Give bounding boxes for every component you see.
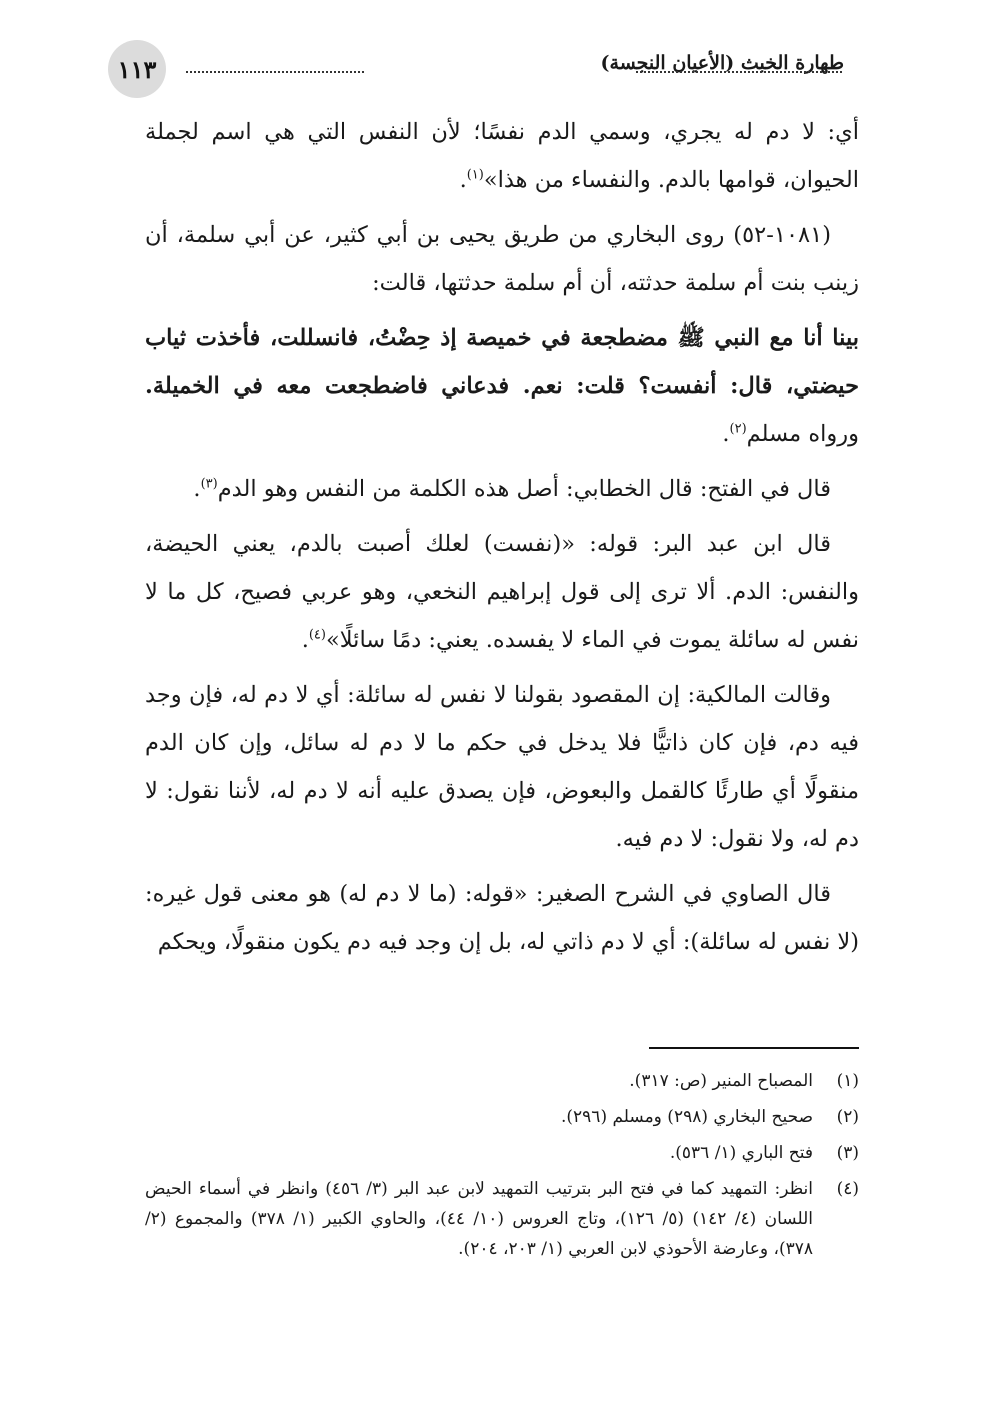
paragraph-2 [145, 211, 859, 307]
footnote-ref-2[interactable]: (٢) [729, 421, 747, 437]
footnote-text: المصباح المنير (ص: ٣١٧). [629, 1071, 813, 1091]
paragraph-4-text: قال في الفتح: قال الخطابي: أصل هذه الكلمة من النفس وهو الدم [217, 476, 831, 502]
paragraph-6-text: وقالت المالكية: إن المقصود بقولنا لا نفس له سائلة: أي لا دم له، فإن وجد فيه دم، فإن كان ذاتيًّا فلا يدخل في حكم ما لا دم له سائل، وإن كان الدم منقولًا أي طارئًا كالقمل والبعوض، فإن يصدق عليه أنه لا دم له، لأننا نقول: لا دم له، ولا نقول: لا دم فيه. [145, 682, 859, 852]
paragraph-1-text: أي: لا دم له يجري، وسمي الدم نفسًا؛ لأن النفس التي هي اسم لجملة الحيوان، قوامها بالدم. والنفساء من هذا» [145, 119, 859, 193]
footnote-number: (٣) [836, 1143, 859, 1163]
footnote-text: فتح الباري (١/ ٥٣٦). [669, 1143, 813, 1163]
footnote-separator [649, 1047, 859, 1049]
footnote-number: (٤) [836, 1179, 859, 1199]
paragraph-4-end: . [193, 476, 201, 502]
footnotes [145, 1066, 859, 1270]
footnote-item [145, 1138, 859, 1168]
paragraph-5-text: قال ابن عبد البر: قوله: «(نفست) لعلك أصبت بالدم، يعني الحيضة، والنفس: الدم. ألا ترى إلى قول إبراهيم النخعي، وهو عربي فصيح، كل ما لا نفس له سائلة يموت في الماء لا يفسده. يعني: دمًا سائلًا» [145, 531, 859, 653]
paragraph-1-end: . [459, 167, 467, 193]
paragraph-7-text: قال الصاوي في الشرح الصغير: «قوله: (ما لا دم له) هو معنى قول غيره: (لا نفس له سائلة): أي لا دم ذاتي له، بل إن وجد فيه دم يكون منقولًا، ويحكم [145, 881, 859, 955]
footnote-item [145, 1102, 859, 1132]
paragraph-5-end: . [301, 627, 309, 653]
footnote-item [145, 1174, 859, 1264]
footnote-text: انظر: التمهيد كما في فتح البر بترتيب التمهيد لابن عبد البر (٣/ ٤٥٦) وانظر في أسماء الحيض اللسان (٤/ ١٤٢) (٥/ ١٢٦)، وتاج العروس (١٠/ ٤٤)، والحاوي الكبير (١/ ٣٧٨) والمجموع (٢/ ٣٧٨)، وعارضة الأحوذي لابن العربي (١/ ٢٠٣، ٢٠٤). [145, 1179, 813, 1259]
hadith-text: بينا أنا مع النبي ﷺ مضطجعة في خميصة إذ حِضْتُ، فانسللت، فأخذت ثياب حيضتي، قال: أنفست؟ قلت: نعم. فدعاني فاضطجعت معه في الخميلة. [145, 325, 859, 399]
paragraph-3-end: . [722, 421, 730, 447]
paragraph-6 [145, 671, 859, 863]
page-number: ١١٣ [117, 54, 157, 84]
paragraph-1 [145, 108, 859, 204]
footnote-ref-3[interactable]: (٣) [200, 476, 218, 492]
footnote-number: (١) [836, 1071, 859, 1091]
paragraph-7 [145, 870, 859, 966]
header-dotted-leader-right [636, 71, 842, 73]
main-text [145, 108, 859, 973]
paragraph-4 [145, 465, 859, 513]
footnote-ref-4[interactable]: (٤) [308, 627, 326, 643]
footnote-ref-1[interactable]: (١) [466, 167, 484, 183]
paragraph-5 [145, 520, 859, 664]
footnote-text: صحيح البخاري (٢٩٨) ومسلم (٢٩٦). [560, 1107, 813, 1127]
hadith-source: ورواه مسلم [746, 421, 859, 447]
header-dotted-leader [186, 71, 364, 73]
paragraph-3-hadith [145, 314, 859, 458]
footnote-item [145, 1066, 859, 1096]
paragraph-2-text: (١٠٨١-٥٢) روى البخاري من طريق يحيى بن أبي كثير، عن أبي سلمة، أن زينب بنت أم سلمة حدثته، أن أم سلمة حدثتها، قالت: [145, 222, 859, 296]
footnote-number: (٢) [836, 1107, 859, 1127]
page-number-badge [108, 40, 166, 98]
running-title: طهارة الخبث (الأعيان النجسة) [600, 52, 844, 74]
